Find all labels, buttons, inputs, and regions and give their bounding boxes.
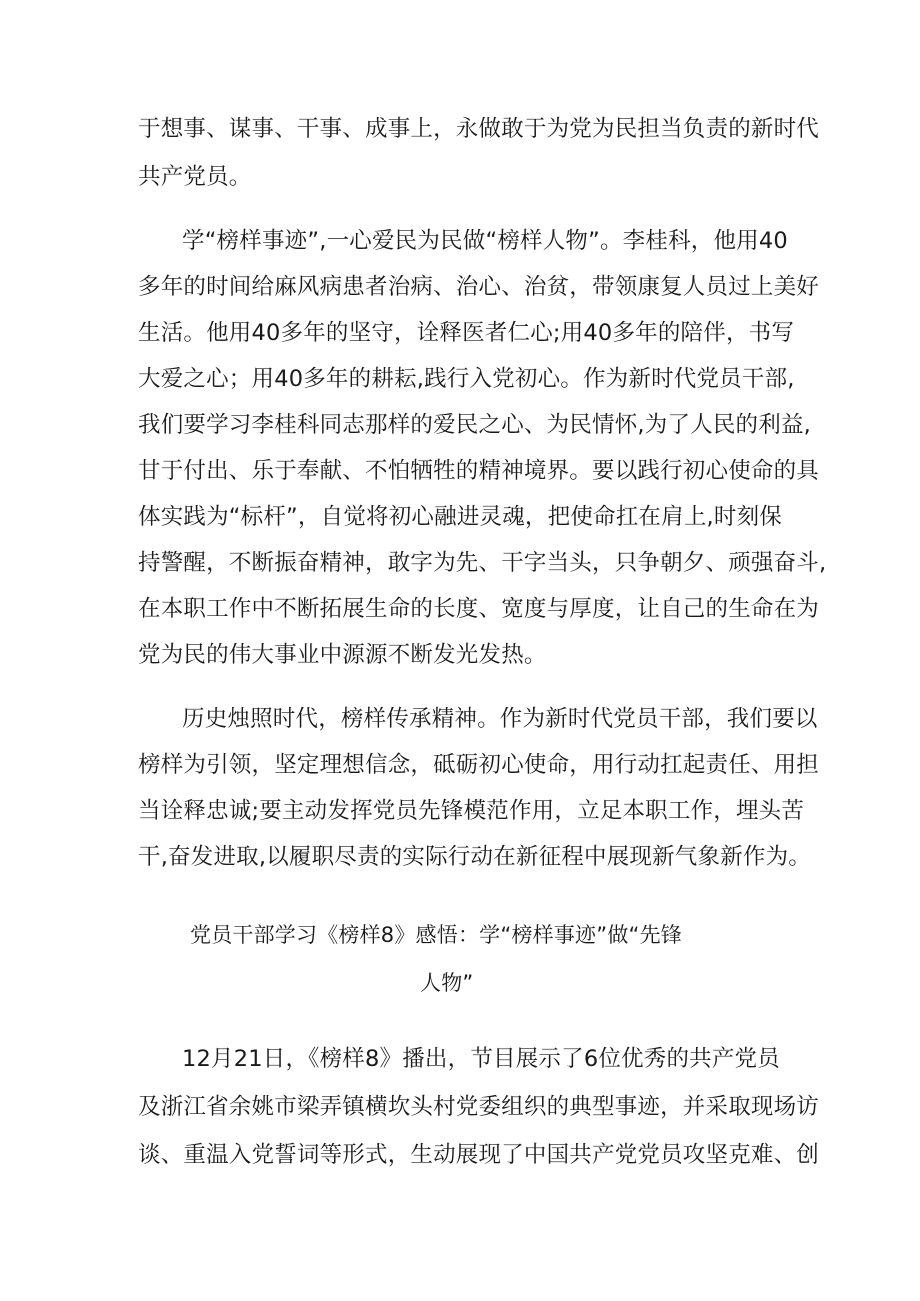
paragraph-2-line-2: 多年的时间给麻风病患者治病、治心、治贫，带领康复人员过上美好 bbox=[138, 274, 820, 300]
paragraph-3-line-3: 当诠释忠诚;要主动发挥党员先锋模范作用，立足本职工作，埋头苦 bbox=[138, 798, 805, 824]
paragraph-4-line-2: 及浙江省余姚市梁弄镇横坎头村党委组织的典型事迹，并采取现场访 bbox=[138, 1094, 820, 1120]
paragraph-1-line-2: 共产党员。 bbox=[138, 164, 252, 190]
paragraph-2-line-9: 在本职工作中不断拓展生命的长度、宽度与厚度，让自己的生命在为 bbox=[138, 596, 820, 622]
paragraph-2-line-4: 大爱之心；用40多年的耕耘,践行入党初心。作为新时代党员干部, bbox=[138, 366, 795, 392]
paragraph-2-line-5: 我们要学习李桂科同志那样的爱民之心、为民情怀,为了人民的利益, bbox=[138, 412, 812, 438]
paragraph-2-line-3: 生活。他用40多年的坚守，诠释医者仁心;用40多年的陪伴，书写 bbox=[138, 320, 795, 346]
paragraph-4-line-1: 12月21日，《榜样8》播出，节目展示了6位优秀的共产党员 bbox=[182, 1046, 780, 1072]
paragraph-2-line-1: 学“榜样事迹”,一心爱民为民做“榜样人物”。李桂科，他用40 bbox=[182, 228, 788, 254]
section-title-line-2: 人物” bbox=[420, 971, 474, 995]
paragraph-2-line-8: 持警醒，不断振奋精神，敢字为先、干字当头，只争朝夕、顽强奋斗, bbox=[138, 550, 827, 576]
paragraph-2-line-6: 甘于付出、乐于奉献、不怕牺牲的精神境界。要以践行初心使命的具 bbox=[138, 458, 820, 484]
section-title-line-1: 党员干部学习《榜样8》感悟：学“榜样事迹”做“先锋 bbox=[190, 923, 682, 947]
paragraph-3-line-1: 历史烛照时代，榜样传承精神。作为新时代党员干部，我们要以 bbox=[182, 706, 818, 732]
paragraph-2-line-7: 体实践为“标杆”，自觉将初心融进灵魂，把使命扛在肩上,时刻保 bbox=[138, 504, 782, 530]
paragraph-3-line-4: 干,奋发进取,以履职尽责的实际行动在新征程中展现新气象新作为。 bbox=[138, 844, 812, 870]
paragraph-1-line-1: 于想事、谋事、干事、成事上，永做敢于为党为民担当负责的新时代 bbox=[138, 116, 820, 142]
paragraph-3-line-2: 榜样为引领，坚定理想信念，砥砺初心使命，用行动扛起责任、用担 bbox=[138, 752, 820, 778]
paragraph-2-line-10: 党为民的伟大事业中源源不断发光发热。 bbox=[138, 642, 547, 668]
paragraph-4-line-3: 谈、重温入党誓词等形式，生动展现了中国共产党党员攻坚克难、创 bbox=[138, 1142, 820, 1168]
